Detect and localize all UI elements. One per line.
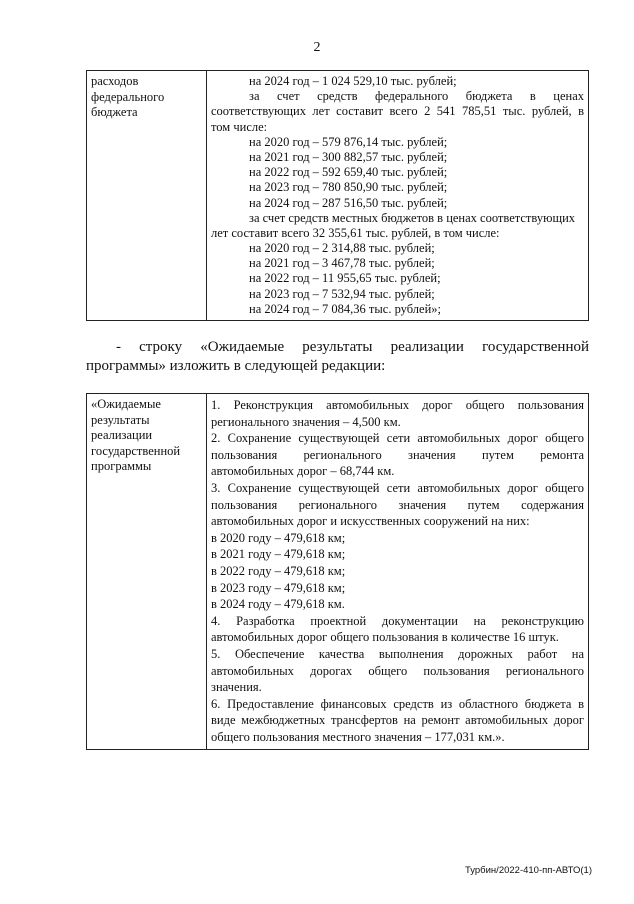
document-code: Турбин/2022-410-пп-АВТО(1)	[464, 865, 592, 876]
text-line: на 2022 год – 11 955,65 тыс. рублей;	[249, 271, 441, 286]
text-line: значения.	[211, 680, 262, 695]
text-line: в 2022 году – 479,618 км;	[211, 563, 346, 578]
expected-results-table	[86, 393, 589, 750]
text-line: на 2022 год – 592 659,40 тыс. рублей;	[249, 165, 448, 180]
table-row	[87, 394, 589, 750]
paragraph-line: программы» изложить в следующей редакции:	[86, 358, 386, 374]
text-line: 1. Реконструкция автомобильных дорог общего пользования	[211, 398, 584, 412]
text-line: автомобильных дорогах общего пользования регионального	[211, 663, 584, 678]
row-label-cell	[87, 71, 207, 321]
text-line: пользования регионального значения путем ремонта	[211, 447, 584, 462]
amendment-paragraph	[86, 338, 589, 376]
text-line: автомобильных дорог и искусственных сооружений на них:	[211, 514, 530, 529]
text-line: на 2023 год – 780 850,90 тыс. рублей;	[249, 180, 448, 195]
text-line: регионального значения – 4,500 км.	[211, 414, 401, 429]
row-label-cell	[87, 394, 207, 750]
text-line: автомобильных дорог общего пользования в количестве 16 штук.	[211, 630, 559, 645]
page-number: 2	[313, 40, 321, 55]
text-line: 4. Разработка проектной документации на реконструкцию	[211, 613, 584, 628]
text-line: в 2021 году – 479,618 км;	[211, 547, 346, 562]
text-line: 3. Сохранение существующей сети автомобильных дорог общего	[211, 480, 584, 495]
text-line: пользования регионального значения путем содержания	[211, 497, 584, 512]
text-line: за счет средств федерального бюджета в ценах	[249, 89, 584, 104]
text-line: 5. Обеспечение качества выполнения дорожных работ на	[211, 646, 584, 661]
text-line: на 2020 год – 2 314,88 тыс. рублей;	[249, 241, 435, 256]
text-line: в 2024 году – 479,618 км.	[211, 597, 345, 612]
text-line: за счет средств местных бюджетов в ценах соответствующих	[249, 210, 576, 225]
row-label: «Ожидаемые результаты реализации государственной программы	[91, 397, 181, 473]
funding-content-cell	[207, 71, 589, 321]
funding-lines	[211, 74, 584, 317]
text-line: общего пользования местного значения – 177,031 км.».	[211, 729, 505, 744]
text-line: на 2024 год – 7 084,36 тыс. рублей»;	[249, 301, 442, 316]
text-line: на 2024 год – 287 516,50 тыс. рублей;	[249, 195, 448, 210]
text-line: на 2021 год – 300 882,57 тыс. рублей;	[249, 149, 448, 164]
text-line: 6. Предоставление финансовых средств из областного бюджета в	[211, 696, 584, 711]
results-content-cell	[207, 394, 589, 750]
results-lines	[211, 398, 584, 746]
text-line: на 2021 год – 3 467,78 тыс. рублей;	[249, 256, 435, 271]
table-row	[87, 71, 589, 321]
row-label: расходов федерального бюджета	[91, 74, 165, 119]
text-line: автомобильных дорог – 68,744 км.	[211, 464, 395, 479]
text-line: виде межбюджетных трансфертов на ремонт автомобильных дорог	[211, 713, 584, 728]
text-line: том числе:	[211, 119, 268, 134]
text-line: на 2023 год – 7 532,94 тыс. рублей;	[249, 286, 435, 301]
text-line: на 2020 год – 579 876,14 тыс. рублей;	[249, 134, 448, 149]
text-line: лет составит всего 32 355,61 тыс. рублей, в том числе:	[211, 225, 500, 240]
text-line: в 2023 году – 479,618 км;	[211, 580, 346, 595]
text-line: 2. Сохранение существующей сети автомобильных дорог общего	[211, 431, 584, 446]
text-line: в 2020 году – 479,618 км;	[211, 530, 346, 545]
funding-table	[86, 70, 589, 321]
text-line: на 2024 год – 1 024 529,10 тыс. рублей;	[249, 74, 457, 88]
paragraph-line: - строку «Ожидаемые результаты реализации государственной	[116, 339, 589, 355]
text-line: соответствующих лет составит всего 2 541 785,51 тыс. рублей, в	[211, 104, 584, 119]
